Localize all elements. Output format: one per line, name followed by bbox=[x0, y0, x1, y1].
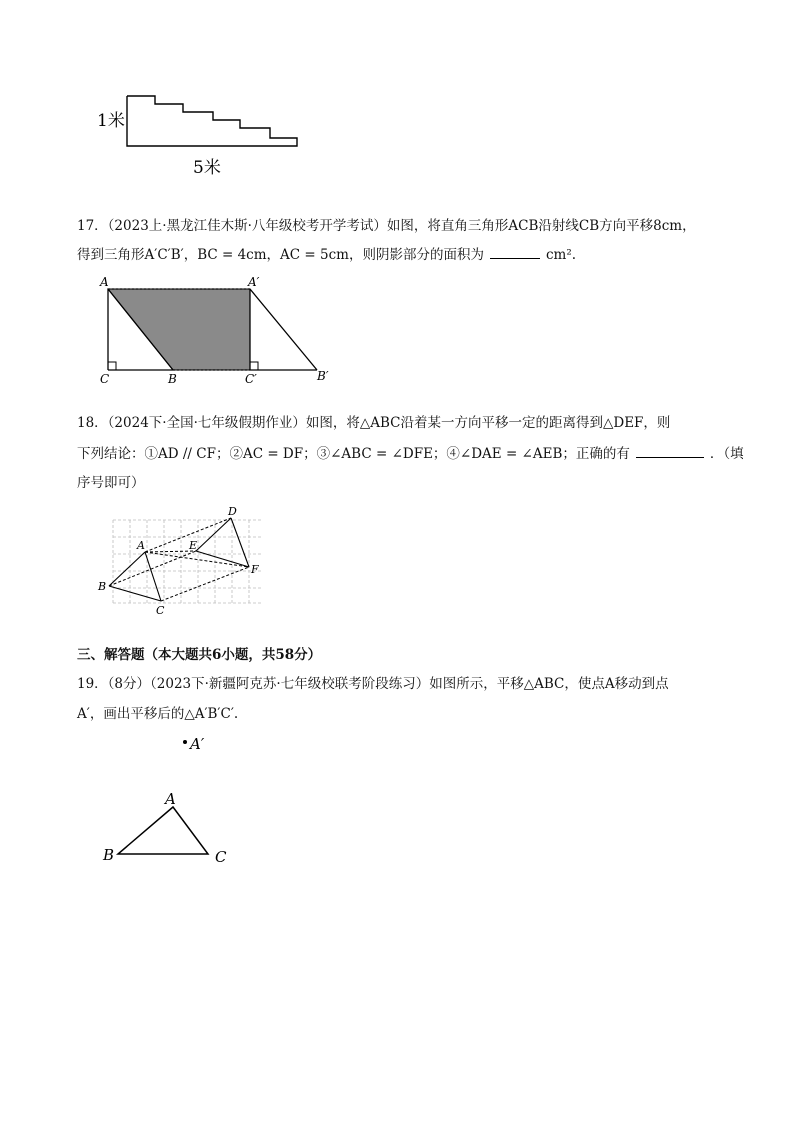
answer-blank bbox=[636, 443, 704, 458]
height-label: 1米 bbox=[97, 111, 125, 131]
q17-unit: cm². bbox=[545, 247, 577, 263]
q19-line2: A′，画出平移后的△A′B′C′. bbox=[77, 706, 239, 722]
q17-line1: 17．（2023上·黑龙江佳木斯·八年级校考开学考试）如图，将直角三角形ACB沿射线CB方向平移8cm， bbox=[77, 218, 696, 234]
q19-line1: 19．（8分）（2023下·新疆阿克苏·七年级校联考阶段练习）如图所示，平移△ABC，使点A移动到点 bbox=[77, 676, 669, 692]
section-title: 三、解答题（本大题共6小题，共58分） bbox=[77, 647, 322, 663]
label-A-prime: A′ bbox=[248, 275, 260, 289]
label-B: B bbox=[168, 372, 177, 386]
q17-line2 bbox=[77, 242, 576, 269]
staircase-figure bbox=[95, 88, 315, 183]
q18-line2-end: ．（填 bbox=[709, 446, 744, 462]
label-F: F bbox=[251, 563, 259, 576]
shaded-region bbox=[108, 289, 250, 370]
q17-line2-text: 得到三角形A′C′B′，BC = 4cm，AC = 5cm，则阴影部分的面积为 bbox=[77, 247, 484, 263]
segment-A2B2 bbox=[250, 289, 317, 370]
label-A-prime: A′ bbox=[190, 735, 205, 753]
label-E: E bbox=[189, 539, 198, 552]
q19-figure bbox=[95, 732, 245, 872]
label-D: D bbox=[228, 505, 237, 518]
width-label: 5米 bbox=[193, 158, 221, 178]
q18-line2 bbox=[77, 441, 744, 468]
q18-line1: 18．（2024下·全国·七年级假期作业）如图，将△ABC沿着某一方向平移一定的距离得到△DEF，则 bbox=[77, 415, 671, 431]
q18-line3: 序号即可） bbox=[77, 475, 145, 491]
label-B-prime: B′ bbox=[317, 369, 329, 383]
label-C-prime: C′ bbox=[245, 372, 257, 386]
label-B: B bbox=[98, 580, 107, 593]
point-A-prime bbox=[183, 740, 187, 744]
label-B: B bbox=[103, 846, 115, 864]
q18-line2-text: 下列结论：①AD // CF；②AC = DF；③∠ABC = ∠DFE；④∠DAE = ∠AEB；正确的有 bbox=[77, 446, 630, 462]
triangle-DEF bbox=[196, 518, 249, 567]
triangle-ABC bbox=[118, 807, 208, 854]
label-A: A bbox=[100, 275, 109, 289]
right-angle-mark-C bbox=[108, 362, 116, 370]
q17-figure bbox=[95, 272, 345, 387]
answer-blank bbox=[490, 244, 540, 259]
label-C: C bbox=[100, 372, 110, 386]
label-A: A bbox=[165, 790, 176, 808]
right-angle-mark-C2 bbox=[250, 362, 258, 370]
staircase-outline bbox=[127, 96, 297, 146]
label-C: C bbox=[156, 604, 165, 617]
q18-figure bbox=[95, 502, 275, 617]
label-C: C bbox=[215, 848, 227, 866]
label-A: A bbox=[137, 539, 145, 552]
triangle-ABC bbox=[109, 552, 161, 601]
